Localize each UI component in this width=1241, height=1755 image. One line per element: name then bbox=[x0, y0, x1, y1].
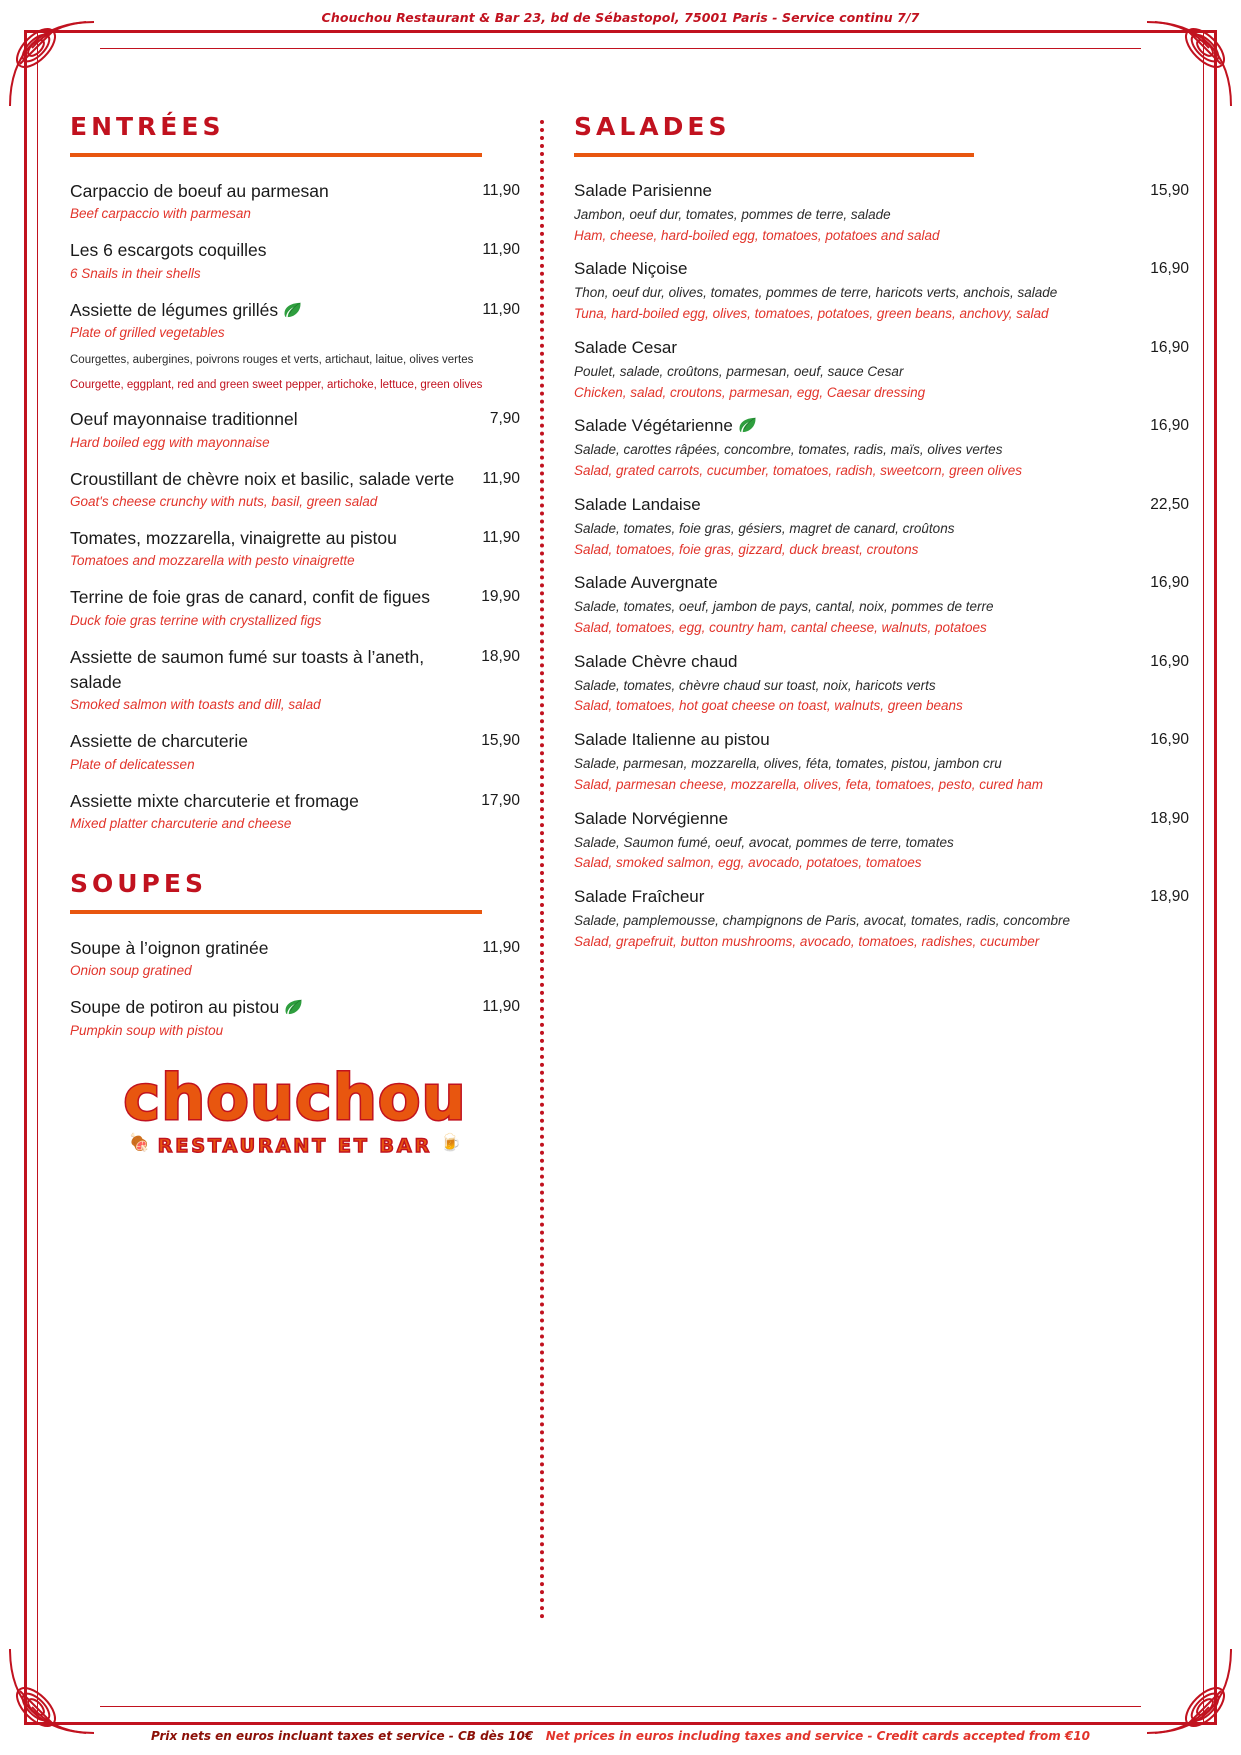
menu-item bbox=[574, 336, 1189, 403]
menu-item-header bbox=[70, 298, 520, 323]
menu-item-price: 16,90 bbox=[1150, 652, 1189, 670]
menu-item-description-fr: Salade, parmesan, mozzarella, olives, féta, tomates, pistou, jambon cru bbox=[574, 756, 1002, 772]
menu-item bbox=[70, 585, 520, 631]
menu-item-price: 11,90 bbox=[482, 938, 520, 956]
menu-item-description-fr: Salade, tomates, oeuf, jambon de pays, cantal, noix, pommes de terre bbox=[574, 599, 994, 615]
menu-item bbox=[70, 179, 520, 225]
menu-item-description-en: Salad, grapefruit, button mushrooms, avocado, tomatoes, radishes, cucumber bbox=[574, 933, 1040, 949]
border-line-right bbox=[1203, 30, 1204, 1725]
menu-item-name: Assiette de légumes grillés bbox=[70, 298, 472, 323]
menu-item-price: 16,90 bbox=[1150, 574, 1189, 592]
menu-item-header bbox=[70, 729, 520, 754]
menu-item-note-en: Courgette, eggplant, red and green sweet pepper, artichoke, lettuce, green olives bbox=[70, 379, 483, 392]
menu-item-header bbox=[574, 728, 1189, 753]
logo-subtitle: RESTAURANT ET BAR bbox=[157, 1135, 433, 1158]
menu-item-description-en: Salad, grated carrots, cucumber, tomatoes, radish, sweetcorn, green olives bbox=[574, 463, 1022, 479]
corner-ornament-icon bbox=[1143, 18, 1235, 110]
price-footer bbox=[0, 1729, 1241, 1743]
footer-text-en: Net prices in euros including taxes and service - Credit cards accepted from €10 bbox=[545, 1729, 1090, 1743]
menu-item-description-fr: Jambon, oeuf dur, tomates, pommes de terre, salade bbox=[574, 206, 891, 222]
menu-item bbox=[70, 238, 520, 284]
right-column bbox=[544, 112, 1189, 1675]
menu-item-description-en: Salad, parmesan cheese, mozzarella, olives, feta, tomatoes, pesto, cured ham bbox=[574, 776, 1043, 792]
section-title-entrees: ENTRÉES bbox=[70, 112, 225, 141]
vegetarian-icon bbox=[284, 999, 303, 1015]
menu-item-description-fr: Salade, tomates, foie gras, gésiers, magret de canard, croûtons bbox=[574, 520, 955, 536]
menu-item-price: 11,90 bbox=[482, 528, 520, 546]
menu-item-header bbox=[574, 493, 1189, 518]
menu-item-header bbox=[70, 789, 520, 814]
menu-item-description-fr: Salade, Saumon fumé, oeuf, avocat, pommes de terre, tomates bbox=[574, 834, 954, 850]
menu-item bbox=[574, 650, 1189, 717]
menu-item-header bbox=[574, 650, 1189, 675]
salades-item-list bbox=[574, 179, 1189, 953]
menu-item bbox=[574, 493, 1189, 560]
border-line-top bbox=[100, 48, 1141, 49]
menu-item-name: Assiette de saumon fumé sur toasts à l’aneth, salade bbox=[70, 646, 425, 692]
menu-item-price: 18,90 bbox=[1150, 888, 1189, 906]
menu-item bbox=[70, 645, 520, 717]
menu-item-description-en: Hard boiled egg with mayonnaise bbox=[70, 434, 270, 450]
menu-item-price: 18,90 bbox=[1150, 809, 1189, 827]
menu-item-description-fr: Salade, carottes râpées, concombre, tomates, radis, maïs, olives vertes bbox=[574, 442, 1003, 458]
vegetarian-icon bbox=[283, 302, 302, 318]
menu-item bbox=[574, 179, 1189, 246]
menu-item-header bbox=[574, 571, 1189, 596]
menu-item-header bbox=[574, 179, 1189, 204]
menu-item bbox=[574, 807, 1189, 874]
menu-item bbox=[70, 995, 520, 1041]
meat-icon: 🍖 bbox=[128, 1133, 150, 1154]
menu-item-description-en: Tomatoes and mozzarella with pesto vinaigrette bbox=[70, 553, 355, 569]
menu-item-description-en: Plate of grilled vegetables bbox=[70, 324, 225, 340]
restaurant-logo bbox=[70, 1061, 520, 1187]
menu-item-description-fr: Salade, tomates, chèvre chaud sur toast, noix, haricots verts bbox=[574, 677, 936, 693]
menu-item-header bbox=[70, 995, 520, 1020]
section-title-salades: SALADES bbox=[574, 112, 731, 141]
menu-item-description-en: 6 Snails in their shells bbox=[70, 265, 201, 281]
menu-item-name: Salade Parisienne bbox=[574, 181, 712, 200]
menu-item-name: Terrine de foie gras de canard, confit de figues bbox=[70, 587, 430, 608]
menu-item-description-en: Goat's cheese crunchy with nuts, basil, green salad bbox=[70, 494, 378, 510]
menu-item-description-en: Pumpkin soup with pistou bbox=[70, 1022, 224, 1038]
menu-item bbox=[574, 571, 1189, 638]
menu-item-price: 15,90 bbox=[481, 732, 520, 750]
menu-item-price: 16,90 bbox=[1150, 260, 1189, 278]
menu-item-name: Salade Italienne au pistou bbox=[574, 730, 770, 750]
menu-item-price: 7,90 bbox=[489, 410, 520, 428]
menu-columns bbox=[70, 112, 1189, 1675]
menu-item-note-fr: Courgettes, aubergines, poivrons rouges et verts, artichaut, laitue, olives vertes bbox=[70, 353, 474, 366]
entrees-item-list bbox=[70, 179, 520, 835]
menu-item-price: 16,90 bbox=[1150, 731, 1189, 749]
border-line-left bbox=[37, 30, 38, 1725]
logo-wordmark: chouchou bbox=[123, 1061, 467, 1135]
corner-ornament-icon bbox=[6, 18, 98, 110]
menu-item-description-fr: Salade, pamplemousse, champignons de Paris, avocat, tomates, radis, concombre bbox=[574, 913, 1071, 928]
menu-item-header bbox=[70, 526, 520, 551]
vegetarian-icon bbox=[738, 417, 757, 433]
menu-item bbox=[70, 407, 520, 453]
menu-item-name: Salade Fraîcheur bbox=[574, 887, 705, 907]
menu-item-price: 11,90 bbox=[482, 469, 520, 487]
menu-item-description-fr: Poulet, salade, croûtons, parmesan, oeuf, sauce Cesar bbox=[574, 363, 904, 379]
menu-item-header bbox=[70, 238, 520, 263]
menu-item-description-en: Chicken, salad, croutons, parmesan, egg, Caesar dressing bbox=[574, 384, 926, 400]
menu-item-name: Salade Landaise bbox=[574, 494, 701, 514]
soupes-item-list bbox=[70, 936, 520, 1042]
menu-item-name: Salade Niçoise bbox=[574, 259, 688, 279]
menu-item bbox=[574, 885, 1189, 952]
menu-item-header bbox=[70, 936, 520, 961]
menu-item-price: 11,90 bbox=[482, 998, 520, 1016]
menu-item-name: Salade Cesar bbox=[574, 337, 678, 357]
menu-item-price: 17,90 bbox=[481, 791, 520, 809]
menu-item-name: Soupe de potiron au pistou bbox=[70, 995, 472, 1020]
border-line-bottom bbox=[100, 1706, 1141, 1707]
menu-item-price: 11,90 bbox=[482, 300, 520, 318]
menu-item-price: 15,90 bbox=[1150, 182, 1189, 199]
menu-item-name: Soupe à l’oignon gratinée bbox=[70, 937, 269, 958]
menu-item-description-fr: Thon, oeuf dur, olives, tomates, pommes de terre, haricots verts, anchois, salade bbox=[574, 285, 1058, 301]
section-rule bbox=[70, 153, 482, 157]
section-rule bbox=[70, 910, 482, 914]
menu-item-name: Croustillant de chèvre noix et basilic, salade verte bbox=[70, 468, 455, 489]
menu-item-description-en: Salad, smoked salmon, egg, avocado, potatoes, tomatoes bbox=[574, 855, 922, 871]
menu-item-header bbox=[70, 467, 520, 492]
menu-item-name: Assiette mixte charcuterie et fromage bbox=[70, 790, 359, 811]
menu-item-name: Salade Norvégienne bbox=[574, 808, 729, 828]
menu-item-description-en: Salad, tomatoes, hot goat cheese on toast, walnuts, green beans bbox=[574, 698, 963, 714]
menu-item-name: Salade Auvergnate bbox=[574, 573, 718, 593]
menu-item-name: Salade Végétarienne bbox=[574, 414, 1140, 439]
menu-item-price: 11,90 bbox=[482, 241, 520, 259]
menu-item-description-en: Tuna, hard-boiled egg, olives, tomatoes, potatoes, green beans, anchovy, salad bbox=[574, 306, 1049, 322]
menu-item-price: 19,90 bbox=[481, 588, 520, 606]
menu-item-price: 18,90 bbox=[481, 647, 520, 665]
menu-item-description-en: Onion soup gratined bbox=[70, 963, 192, 979]
menu-item-header bbox=[574, 807, 1189, 832]
menu-item-description-en: Beef carpaccio with parmesan bbox=[70, 206, 251, 222]
menu-item-description-en: Salad, tomatoes, foie gras, gizzard, duck breast, croutons bbox=[574, 541, 919, 557]
menu-item-description-en: Mixed platter charcuterie and cheese bbox=[70, 815, 292, 831]
menu-item-description-en: Smoked salmon with toasts and dill, salad bbox=[70, 697, 321, 713]
menu-item-description-en: Plate of delicatessen bbox=[70, 756, 195, 772]
menu-item-description-en: Duck foie gras terrine with crystallized figs bbox=[70, 612, 322, 628]
restaurant-header: Chouchou Restaurant & Bar 23, bd de Sébastopol, 75001 Paris - Service continu 7/7 bbox=[321, 10, 920, 25]
section-rule bbox=[574, 153, 974, 157]
menu-item-price: 22,50 bbox=[1150, 495, 1189, 513]
menu-item-header bbox=[574, 885, 1189, 910]
menu-item-description-en: Ham, cheese, hard-boiled egg, tomatoes, potatoes and salad bbox=[574, 227, 940, 243]
section-title-soupes: SOUPES bbox=[70, 868, 207, 898]
menu-item-name: Assiette de charcuterie bbox=[70, 731, 249, 752]
menu-item-header bbox=[70, 179, 520, 204]
menu-item bbox=[574, 257, 1189, 324]
menu-item bbox=[70, 729, 520, 775]
menu-item-name: Tomates, mozzarella, vinaigrette au pistou bbox=[70, 527, 397, 548]
menu-item bbox=[70, 526, 520, 572]
menu-item-price: 16,90 bbox=[1150, 338, 1189, 356]
menu-item-header bbox=[70, 407, 520, 432]
menu-item-header bbox=[70, 645, 520, 696]
menu-item-price: 11,90 bbox=[482, 182, 520, 199]
footer-text-fr: Prix nets en euros incluant taxes et service - CB dès 10€ bbox=[151, 1729, 534, 1743]
menu-item bbox=[574, 414, 1189, 481]
menu-item bbox=[574, 728, 1189, 795]
menu-item-price: 16,90 bbox=[1150, 417, 1189, 435]
menu-item bbox=[70, 936, 520, 982]
menu-item-header bbox=[574, 257, 1189, 282]
menu-item-header bbox=[574, 336, 1189, 361]
menu-item-name: Salade Chèvre chaud bbox=[574, 651, 738, 671]
menu-item bbox=[70, 789, 520, 835]
menu-item bbox=[70, 298, 520, 395]
menu-item-name: Carpaccio de boeuf au parmesan bbox=[70, 181, 329, 201]
menu-item bbox=[70, 467, 520, 513]
left-column bbox=[70, 112, 540, 1675]
menu-item-header bbox=[70, 585, 520, 610]
beer-icon: 🍺 bbox=[440, 1133, 462, 1154]
menu-item-description-en: Salad, tomatoes, egg, country ham, cantal cheese, walnuts, potatoes bbox=[574, 619, 987, 635]
menu-item-name: Oeuf mayonnaise traditionnel bbox=[70, 409, 298, 430]
menu-item-name: Les 6 escargots coquilles bbox=[70, 240, 267, 261]
menu-item-header bbox=[574, 414, 1189, 439]
